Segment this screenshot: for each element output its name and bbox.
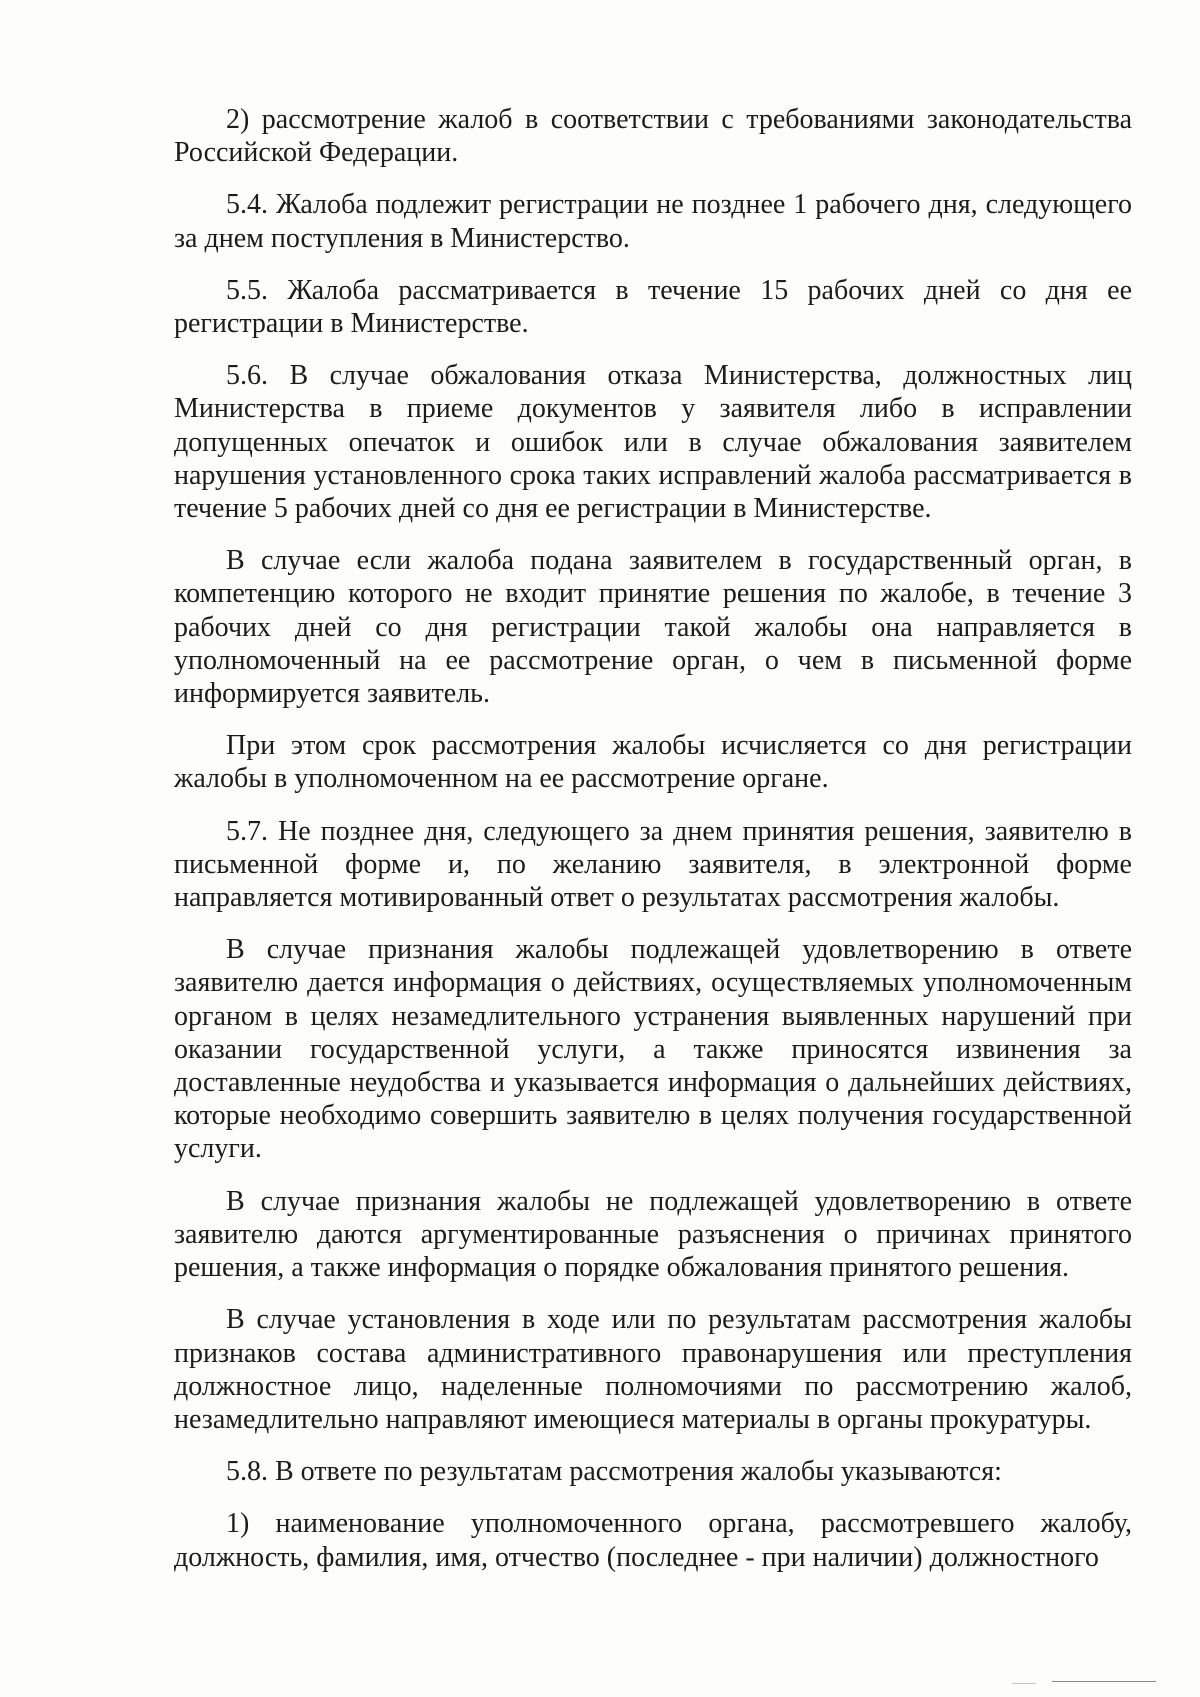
paragraph-prosecution-referral: В случае установления в ходе или по результатам рассмотрения жалобы признаков состава административного правонарушения или преступления должностное лицо, наделенные полномочиями по рассмотрению жалоб, незамедлительно направляют имеющиеся материалы в органы прокуратуры.: [174, 1304, 1132, 1435]
paragraph-review-period: При этом срок рассмотрения жалобы исчисляется со дня регистрации жалобы в уполномоченном на ее рассмотрение органе.: [174, 730, 1132, 795]
paragraph-5-8-item-1: 1) наименование уполномоченного органа, рассмотревшего жалобу, должность, фамилия, имя, отчество (последнее - при наличии) должностного: [174, 1508, 1132, 1573]
paragraph-5-6: 5.6. В случае обжалования отказа Министерства, должностных лиц Министерства в приеме документов у заявителя либо в исправлении допущенных опечаток и ошибок или в случае обжалования заявителем нарушения установленного срока таких исправлений жалоба рассматривается в течение 5 рабочих дней со дня ее регистрации в Министерстве.: [174, 360, 1132, 525]
paragraph-5-7: 5.7. Не позднее дня, следующего за днем принятия решения, заявителю в письменной форме и, по желанию заявителя, в электронной форме направляется мотивированный ответ о результатах рассмотрения жалобы.: [174, 815, 1132, 914]
paragraph-item-2: 2) рассмотрение жалоб в соответствии с требованиями законодательства Российской Федерации.: [174, 104, 1132, 169]
paragraph-5-5: 5.5. Жалоба рассматривается в течение 15 рабочих дней со дня ее регистрации в Министерстве.: [174, 274, 1132, 340]
scan-artifact-dash: [1012, 1683, 1036, 1684]
paragraph-5-8: 5.8. В ответе по результатам рассмотрения жалобы указываются:: [226, 1456, 1002, 1488]
paragraph-5-4: 5.4. Жалоба подлежит регистрации не позднее 1 рабочего дня, следующего за днем поступления в Министерство.: [174, 189, 1132, 254]
paragraph-wrong-authority: В случае если жалоба подана заявителем в государственный орган, в компетенцию которого не входит принятие решения по жалобе, в течение 3 рабочих дней со дня регистрации такой жалобы она направляется в уполномоченный на ее рассмотрение орган, о чем в письменной форме информируется заявитель.: [174, 545, 1132, 710]
document-body: [174, 103, 1132, 1574]
scan-artifact-line: [1052, 1681, 1156, 1682]
paragraph-complaint-rejected: В случае признания жалобы не подлежащей удовлетворению в ответе заявителю даются аргументированные разъяснения о причинах принятого решения, а также информация о порядке обжалования принятого решения.: [174, 1185, 1132, 1284]
paragraph-complaint-satisfied: В случае признания жалобы подлежащей удовлетворению в ответе заявителю дается информация о действиях, осуществляемых уполномоченным органом в целях незамедлительного устранения выявленных нарушений при оказании государственной услуги, а также приносятся извинения за доставленные неудобства и указывается информация о дальнейших действиях, которые необходимо совершить заявителю в целях получения государственной услуги.: [174, 934, 1132, 1165]
